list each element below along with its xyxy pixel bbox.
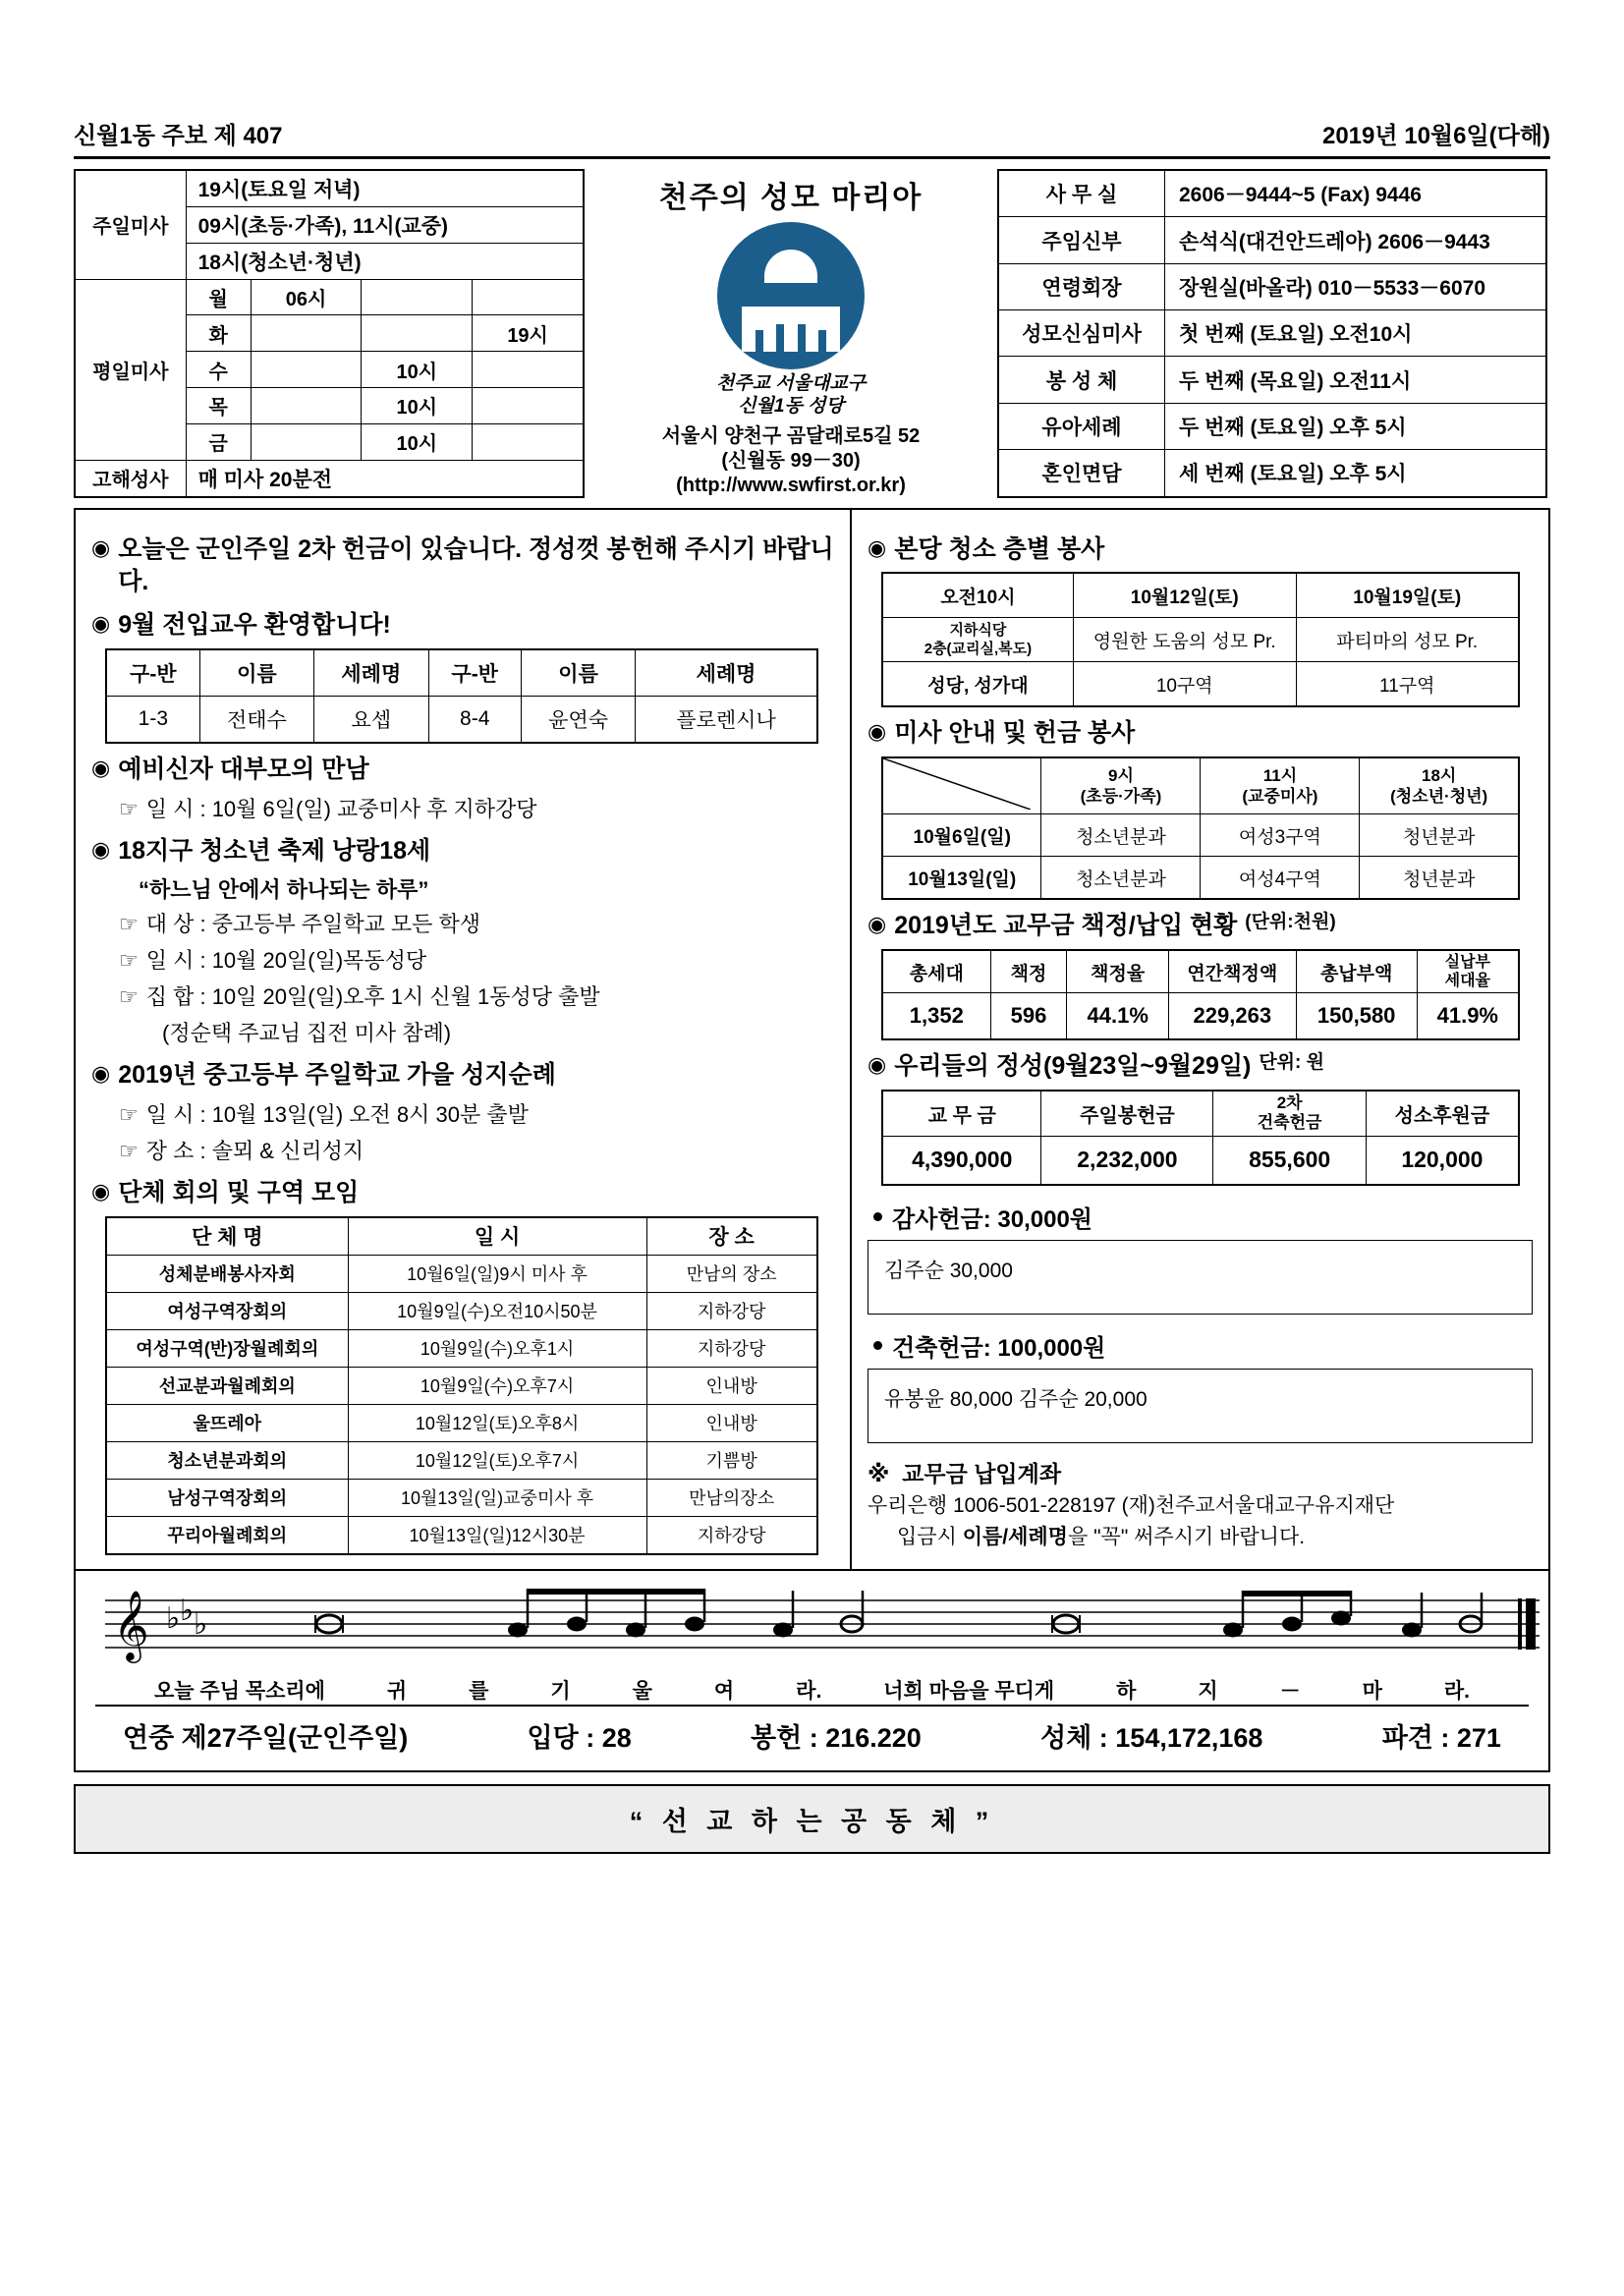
svg-text:♭: ♭ [180,1593,195,1628]
bullet-icon: ◉ [91,534,111,560]
weekday-c2-4: 10시 [362,423,473,460]
table-row [882,618,1519,662]
budget-header-1: 책정 [990,950,1067,993]
music-staff [95,1581,1529,1679]
offering-value-1: 2,232,000 [1041,1136,1213,1185]
meeting-cell-3-0: 선교분과월례회의 [106,1367,348,1404]
building-names: 유봉윤 80,000 김주순 20,000 [884,1387,1148,1411]
welcome-header-5: 세례명 [636,649,817,697]
notice-text: 오늘은 군인주일 2차 헌금이 있습니다. 정성껏 봉헌해 주시기 바랍니다. [118,534,834,596]
meeting-cell-0-0: 성체분배봉사자회 [106,1255,348,1292]
budget-unit: (단위:천원) [1245,912,1336,933]
sunday-time-2: 09시(초등·가족), 11시(교중) [186,206,584,243]
weekday-day-4: 금 [186,423,251,460]
godparent-title: 예비신자 대부모의 만남 [118,755,369,783]
entrance-value: 28 [601,1722,632,1753]
mass-corner-cell [882,757,1041,814]
weekday-c1-3 [251,388,362,424]
contact-val-0: 2606－9444~5 (Fax) 9446 [1165,170,1547,217]
budget-header-4: 총납부액 [1296,950,1417,993]
clean-cell-0-1: 영원한 도움의 성모 Pr. [1073,618,1296,662]
offering-header-2 [1213,1091,1366,1136]
clean-header-2: 10월19일(토) [1296,573,1519,618]
festival-detail-2 [119,980,834,1013]
weekday-c3-3 [473,388,584,424]
budget-header-5-l2: 세대율 [1444,973,1490,990]
festival-heading [91,835,834,868]
confession-label: 고해성사 [75,460,186,496]
offertory-hymn [751,1716,922,1755]
welcome-heading [91,609,834,643]
hymn-lyrics [95,1675,1529,1705]
meeting-cell-4-2: 인내방 [646,1404,817,1441]
meetings-title: 단체 회의 및 구역 모임 [118,1179,360,1207]
bulletin-header [74,116,1550,156]
pilgrimage-line-0: 일 시 : 10월 13일(일) 오전 8시 30분 출발 [145,1102,529,1128]
mass-header-2-l1: 11시 [1262,765,1298,785]
budget-value-0: 1,352 [882,993,990,1040]
sunday-time-1: 19시(토요일 저녁) [186,170,584,206]
weekday-day-0: 월 [186,279,251,315]
bullet-icon: ◉ [868,719,887,745]
contact-key-2: 연령회장 [998,263,1165,309]
weekday-c2-1 [362,315,473,352]
thanks-names-box [868,1240,1533,1315]
mass-cell-1-1: 청소년분과 [1041,857,1201,900]
clean-cell-1-1: 10구역 [1073,662,1296,707]
weekday-day-1: 화 [186,315,251,352]
budget-value-4: 150,580 [1296,993,1417,1040]
meeting-cell-4-1: 10월12일(토)오후8시 [348,1404,646,1441]
lyric-4: 울 [632,1679,652,1703]
sunday-name: 연중 제27주일(군인주일) [123,1722,409,1753]
meeting-cell-0-2: 만남의 장소 [646,1255,817,1292]
clean-cell-0-2: 파티마의 성모 Pr. [1296,618,1519,662]
bullet-icon: ◉ [868,534,887,560]
mass-cell-1-2: 여성4구역 [1201,857,1360,900]
table-row [106,1404,817,1441]
welcome-cell-0-3: 8-4 [428,696,521,743]
meeting-cell-5-1: 10월12일(토)오후7시 [348,1441,646,1479]
account-heading [868,1457,1533,1491]
meeting-cell-6-2: 만남의장소 [646,1479,817,1516]
budget-header-5-l1: 실납부 [1444,953,1490,971]
contact-val-3: 첫 번째 (토요일) 오전10시 [1165,310,1547,357]
weekday-c3-2 [473,352,584,388]
mass-cell-0-0: 10월6일(일) [882,814,1041,857]
mass-header-2 [1201,757,1360,814]
offertory-label: 봉헌 : [751,1722,818,1753]
offering-header-2-l2: 건축헌금 [1257,1113,1322,1133]
sunday-time-3: 18시(청소년·청년) [186,243,584,279]
meeting-cell-3-1: 10월9일(수)오후7시 [348,1367,646,1404]
lyric-10: － [1279,1679,1301,1703]
offering-table [881,1090,1520,1186]
account-line1: 우리은행 1006-501-228197 (재)천주교서울대교구유지재단 [868,1494,1395,1518]
clean-cell-0-0-l2: 2층(교리실,복도) [924,641,1033,658]
account-line2-b: 이름/세례명 [962,1525,1068,1548]
thanks-title: 감사헌금: 30,000원 [892,1205,1092,1233]
godparent-detail [119,793,834,825]
festival-line-2: 집 합 : 10일 20일(일)오후 1시 신월 1동성당 출발 [145,984,600,1010]
parish-address [662,424,921,498]
new-members-table [105,648,818,744]
meeting-cell-2-1: 10월9일(수)오후1시 [348,1329,646,1367]
hymn-block [74,1571,1550,1772]
table-row [882,662,1519,707]
clean-cell-1-2: 11구역 [1296,662,1519,707]
table-row [106,1255,817,1292]
weekday-c2-3: 10시 [362,388,473,424]
clean-header-1: 10월12일(토) [1073,573,1296,618]
lyric-3: 기 [550,1679,571,1703]
meeting-cell-5-2: 기쁨방 [646,1441,817,1479]
recessional-label: 파견 : [1381,1722,1450,1753]
meeting-header-2: 장 소 [646,1217,817,1256]
svg-text:𝄞: 𝄞 [113,1588,149,1660]
dot-icon [873,1212,882,1221]
meeting-cell-2-2: 지하강당 [646,1329,817,1367]
confession-value: 매 미사 20분전 [186,460,584,496]
welcome-title: 9월 전입교우 환영합니다! [118,611,391,640]
offering-header-2-l1: 2차 [1276,1092,1303,1112]
clean-cell-0-0 [882,618,1073,662]
meeting-cell-4-0: 울뜨레아 [106,1404,348,1441]
table-row [106,1479,817,1516]
budget-value-2: 44.1% [1067,993,1169,1040]
welcome-header-2: 세례명 [314,649,428,697]
meeting-cell-5-0: 청소년분과회의 [106,1441,348,1479]
festival-detail-1 [119,944,834,977]
bullet-icon: ◉ [91,755,111,780]
table-row [106,1367,817,1404]
meeting-cell-6-0: 남성구역장회의 [106,1479,348,1516]
right-column [852,510,1548,1569]
meeting-cell-7-2: 지하강당 [646,1516,817,1554]
bulletin-date: 2019년 10월6일(다해) [1321,123,1550,149]
thanks-heading [873,1200,1533,1234]
offering-unit: 단위: 원 [1259,1052,1324,1074]
bullet-icon: ◉ [91,1061,111,1087]
building-names-box [868,1369,1533,1443]
meeting-header-0: 단 체 명 [106,1217,348,1256]
account-block [868,1457,1533,1553]
godparent-line: 일 시 : 10월 6일(일) 교중미사 후 지하강당 [145,796,537,821]
offering-header-0: 교 무 금 [882,1091,1041,1136]
weekday-mass-label: 평일미사 [75,279,186,460]
meeting-cell-0-1: 10월6일(일)9시 미사 후 [348,1255,646,1292]
welcome-cell-0-1: 전태수 [199,696,313,743]
entrance-label: 입당 : [527,1722,595,1753]
building-title: 건축헌금: 100,000원 [892,1334,1106,1362]
table-row [106,1292,817,1329]
meeting-cell-6-1: 10월13일(일)교중미사 후 [348,1479,646,1516]
cleaning-title: 본당 청소 층별 봉사 [894,534,1105,563]
mass-offering-table [881,756,1520,900]
weekday-day-2: 수 [186,352,251,388]
offering-value-3: 120,000 [1366,1136,1519,1185]
contact-val-5: 두 번째 (토요일) 오후 5시 [1165,403,1547,449]
dot-icon [873,1341,882,1350]
weekday-day-3: 목 [186,388,251,424]
table-row [882,1136,1519,1185]
contact-key-3: 성모신심미사 [998,310,1165,357]
festival-detail-0 [119,908,834,940]
weekday-c2-2: 10시 [362,352,473,388]
weekday-c1-1 [251,315,362,352]
budget-header-5 [1417,950,1519,993]
contact-val-6: 세 번째 (토요일) 오후 5시 [1165,450,1547,497]
meetings-table [105,1216,818,1555]
account-line2-c: 을 "꼭" 써주시기 바랍니다. [1067,1525,1306,1548]
contact-key-4: 봉 성 체 [998,357,1165,403]
meeting-cell-1-1: 10월9일(수)오전10시50분 [348,1292,646,1329]
lyric-1: 귀 [386,1679,408,1703]
meetings-heading [91,1177,834,1210]
pointer-icon: ☞ [119,948,139,974]
godparent-heading [91,754,834,787]
weekday-c3-0 [473,279,584,315]
pilgrimage-title: 2019년 중고등부 주일학교 가을 성지순례 [118,1061,556,1090]
festival-line-0: 대 상 : 중고등부 주일학교 모든 학생 [145,912,481,937]
reference-mark-icon: ※ [868,1460,890,1486]
offering-heading [868,1050,1533,1084]
bullet-icon: ◉ [868,1052,887,1078]
contact-key-1: 주임신부 [998,217,1165,263]
pointer-icon: ☞ [119,796,139,821]
mass-schedule-table [74,169,585,498]
svg-text:♭: ♭ [166,1600,181,1636]
welcome-header-3: 구-반 [428,649,521,697]
meeting-header-1: 일 시 [348,1217,646,1256]
feast-title: 천주의 성모 마리아 [658,182,924,214]
bullet-icon: ◉ [91,611,111,637]
budget-heading [868,910,1533,943]
meeting-cell-2-0: 여성구역(반)장월례회의 [106,1329,348,1367]
masthead [74,169,1550,498]
mass-header-3 [1360,757,1519,814]
recessional-value: 271 [1456,1722,1501,1753]
pilgrimage-heading [91,1059,834,1092]
sunday-mass-label: 주일미사 [75,170,186,279]
mass-header-3-l1: 18시 [1421,765,1457,785]
account-line2-a: 입금시 [897,1525,963,1548]
budget-header-0: 총세대 [882,950,990,993]
handwriting-line2: 신월1동 성당 [738,395,844,417]
account-title: 교무금 납입계좌 [902,1460,1062,1486]
weekday-c1-2 [251,352,362,388]
offering-title: 우리들의 정성(9월23일~9월29일) [894,1052,1252,1081]
table-row [106,1516,817,1554]
offering-value-2: 855,600 [1213,1136,1366,1185]
welcome-cell-0-4: 윤연숙 [521,696,635,743]
notice-second-collection [91,533,834,600]
budget-value-1: 596 [990,993,1067,1040]
parish-website[interactable]: (http://www.swfirst.or.kr) [676,474,906,496]
clean-cell-1-0: 성당, 성가대 [882,662,1073,707]
contact-key-5: 유아세례 [998,403,1165,449]
table-row [106,696,817,743]
weekday-c1-4 [251,423,362,460]
meeting-cell-7-1: 10월13일(일)12시30분 [348,1516,646,1554]
footer-slogan: “ 선 교 하 는 공 동 체 ” [74,1784,1550,1854]
lyric-7: 너희 마음을 무디게 [883,1679,1055,1703]
mass-offering-title: 미사 안내 및 헌금 봉사 [894,719,1136,748]
offertory-value: 216.220 [825,1722,922,1753]
table-row [106,1441,817,1479]
communion-value: 154,172,168 [1115,1722,1263,1753]
lyric-8: 하 [1116,1679,1137,1703]
mass-offering-heading [868,717,1533,751]
mass-header-1 [1041,757,1201,814]
meeting-cell-1-0: 여성구역장회의 [106,1292,348,1329]
pointer-icon: ☞ [119,1139,139,1164]
contact-val-4: 두 번째 (목요일) 오전11시 [1165,357,1547,403]
bullet-icon: ◉ [91,836,111,862]
mass-header-1-l1: 9시 [1108,765,1134,785]
welcome-header-0: 구-반 [106,649,199,697]
header-divider [74,156,1550,159]
pointer-icon: ☞ [119,1102,139,1128]
meeting-cell-7-0: 꾸리아월례회의 [106,1516,348,1554]
weekday-c3-4 [473,423,584,460]
parish-handwriting [716,373,866,419]
welcome-header-1: 이름 [199,649,313,697]
pointer-icon: ☞ [119,984,139,1010]
bulletin-body [74,508,1550,1571]
meeting-cell-1-2: 지하강당 [646,1292,817,1329]
address-line1: 서울시 양천구 곰달래로5길 52 [661,424,921,447]
mass-cell-1-3: 청년분과 [1360,857,1519,900]
bullet-icon: ◉ [868,912,887,937]
cleaning-heading [868,533,1533,567]
contact-key-0: 사 무 실 [998,170,1165,217]
lyric-6: 라. [796,1679,822,1703]
weekday-c1-0: 06시 [251,279,362,315]
offering-value-0: 4,390,000 [882,1136,1041,1185]
mass-cell-1-0: 10월13일(일) [882,857,1041,900]
offering-header-3: 성소후원금 [1366,1091,1519,1136]
budget-header-2: 책정율 [1067,950,1169,993]
mass-header-3-l2: (청소년·청년) [1390,787,1488,807]
weekday-c2-0 [362,279,473,315]
lyric-12: 라. [1443,1679,1470,1703]
handwriting-line1: 천주교 서울대교구 [715,373,867,394]
welcome-cell-0-0: 1-3 [106,696,199,743]
contact-val-2: 장원실(바올라) 010－5533－6070 [1165,263,1547,309]
table-row [882,857,1519,900]
lyric-2: 를 [469,1679,489,1703]
left-column [76,510,852,1569]
pilgrimage-detail-0 [119,1098,834,1131]
pointer-icon: ☞ [119,912,139,937]
lyric-9: 지 [1198,1679,1218,1703]
budget-title: 2019년도 교무금 책정/납입 현황 [894,912,1238,940]
budget-table [881,949,1520,1040]
thanks-names: 김주순 30,000 [884,1259,1013,1282]
welcome-header-4: 이름 [521,649,635,697]
table-row [882,993,1519,1040]
bulletin-number: 신월1동 주보 제 407 [74,123,283,149]
contact-table [997,169,1547,498]
entrance-hymn [528,1716,632,1755]
recessional-hymn [1382,1716,1501,1755]
festival-line-1: 일 시 : 10월 20일(일)목동성당 [145,948,427,974]
address-line2: (신월동 99－30) [721,449,861,472]
contact-val-1: 손석식(대건안드레아) 2606－9443 [1165,217,1547,263]
account-line2 [897,1522,1533,1553]
pilgrimage-detail-1 [119,1135,834,1167]
festival-note: (정순택 주교님 집전 미사 참례) [162,1021,452,1046]
pilgrimage-line-1: 장 소 : 솔뫼 & 신리성지 [145,1139,364,1164]
svg-text:♭: ♭ [194,1606,208,1642]
table-row [106,1329,817,1367]
festival-title: 18지구 청소년 축제 낭랑18세 [118,836,431,865]
mass-cell-0-2: 여성3구역 [1201,814,1360,857]
offering-header-1: 주일봉헌금 [1041,1091,1213,1136]
cleaning-table [881,572,1520,707]
budget-value-5: 41.9% [1417,993,1519,1040]
table-row [882,814,1519,857]
clean-cell-0-0-l1: 지하식당 [949,621,1007,639]
mass-header-1-l2: (초등·가족) [1080,787,1162,807]
festival-quote: “하느님 안에서 하나되는 하루” [139,877,429,903]
meeting-cell-3-2: 인내방 [646,1367,817,1404]
mass-cell-0-3: 청년분과 [1360,814,1519,857]
parish-logo-block [585,169,997,498]
clean-header-0: 오전10시 [882,573,1073,618]
mass-header-2-l2: (교중미사) [1242,787,1318,807]
lyric-0: 오늘 주님 목소리에 [154,1679,325,1703]
communion-hymn [1040,1716,1262,1755]
lyric-5: 여 [713,1679,735,1703]
bullet-icon: ◉ [91,1179,111,1204]
lyric-11: 마 [1362,1679,1382,1703]
contact-key-6: 혼인면담 [998,450,1165,497]
weekday-c3-1: 19시 [473,315,584,352]
budget-header-3: 연간책정액 [1169,950,1297,993]
church-logo-icon [717,222,865,369]
welcome-cell-0-2: 요셉 [314,696,428,743]
budget-value-3: 229,263 [1169,993,1297,1040]
welcome-cell-0-5: 플로렌시나 [636,696,817,743]
mass-cell-0-1: 청소년분과 [1041,814,1201,857]
hymn-summary [95,1705,1529,1764]
communion-label: 성체 : [1040,1722,1108,1753]
building-heading [873,1328,1533,1363]
